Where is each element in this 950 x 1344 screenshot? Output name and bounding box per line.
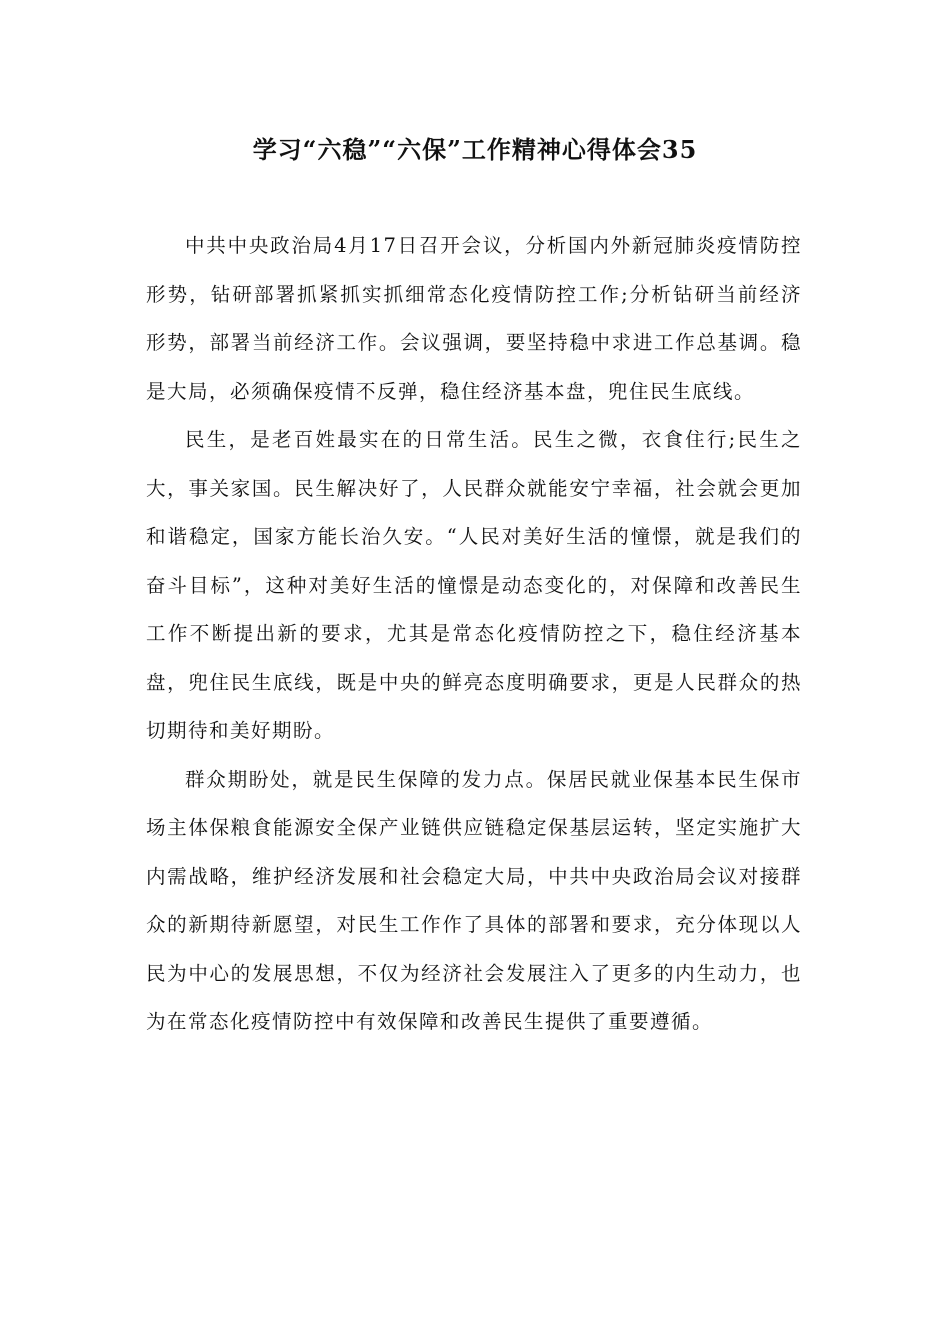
paragraph-2: 民生，是老百姓最实在的日常生活。民生之微，衣食住行;民生之大，事关家国。民生解决好了，人民群众就能安宁幸福，社会就会更加和谐稳定，国家方能长治久安。“人民对美好生活的憧憬，就是我们的奋斗目标”，这种对美好生活的憧憬是动态变化的，对保障和改善民生工作不断提出新的要求，尤其是常态化疫情防控之下，稳住经济基本盘，兜住民生底线，既是中央的鲜亮态度明确要求，更是人民群众的热切期待和美好期盼。 [146,428,802,742]
document-body [146,222,802,1047]
paragraph-1: 中共中央政治局4月17日召开会议，分析国内外新冠肺炎疫情防控形势，钻研部署抓紧抓实抓细常态化疫情防控工作;分析钻研当前经济形势，部署当前经济工作。会议强调，要坚持稳中求进工作总基调。稳是大局，必须确保疫情不反弹，稳住经济基本盘，兜住民生底线。 [146,234,802,403]
document-title: 学习“六稳”“六保”工作精神心得体会35 [252,135,698,164]
paragraph-3: 群众期盼处，就是民生保障的发力点。保居民就业保基本民生保市场主体保粮食能源安全保产业链供应链稳定保基层运转，坚定实施扩大内需战略，维护经济发展和社会稳定大局，中共中央政治局会议对接群众的新期待新愿望，对民生工作作了具体的部署和要求，充分体现以人民为中心的发展思想，不仅为经济社会发展注入了更多的内生动力，也为在常态化疫情防控中有效保障和改善民生提供了重要遵循。 [146,767,802,1033]
